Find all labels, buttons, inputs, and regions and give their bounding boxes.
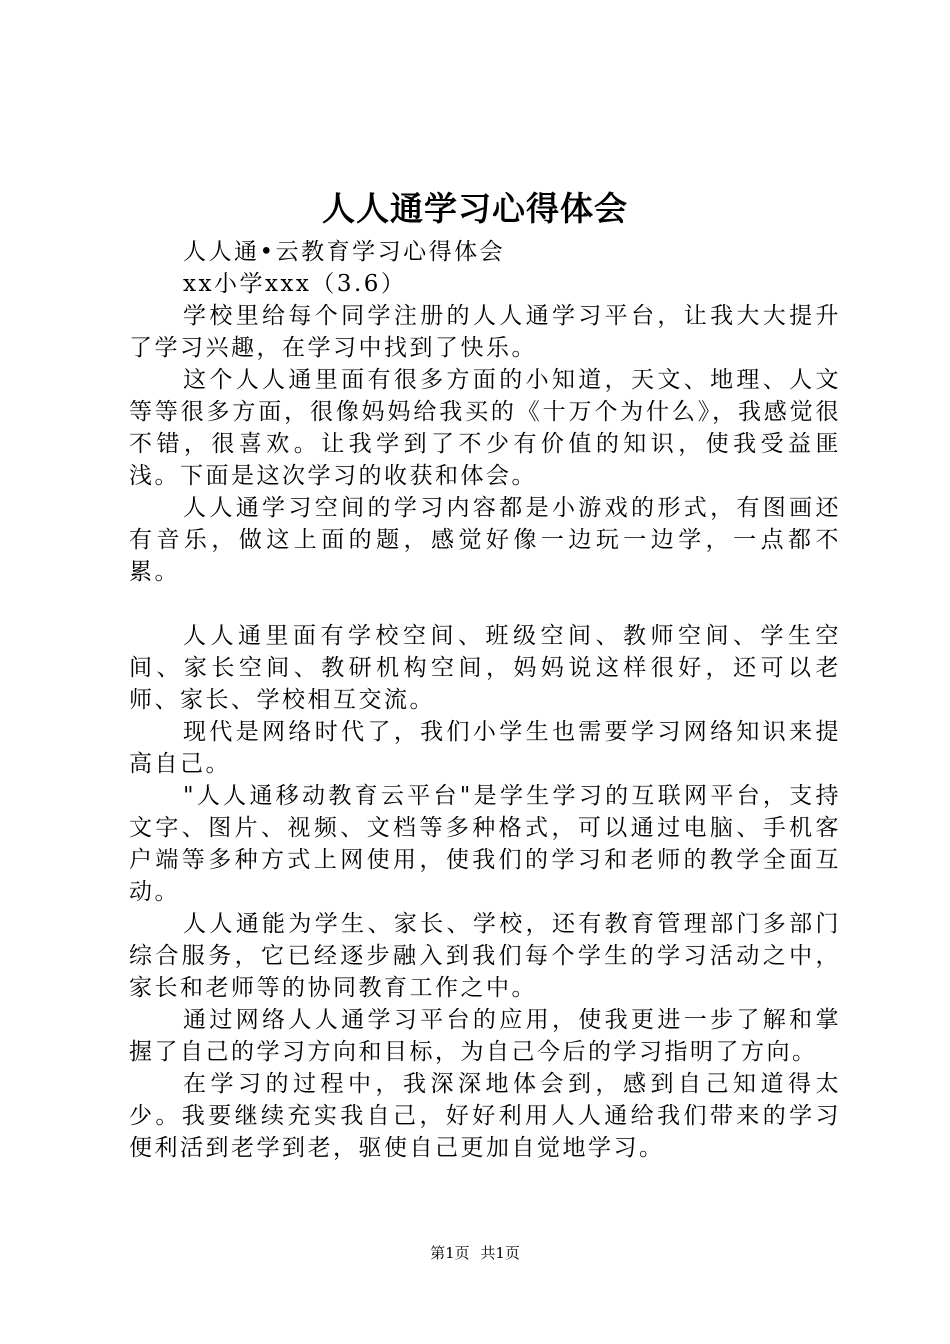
page-number: 第1页 <box>430 1244 470 1262</box>
paragraph-5: 现代是网络时代了，我们小学生也需要学习网络知识来提高自己。 <box>129 719 841 777</box>
paragraph-2: 这个人人通里面有很多方面的小知道，天文、地理、人文等等很多方面，很像妈妈给我买的《十万个为什么》，我感觉很不错，很喜欢。让我学到了不少有价值的知识，使我受益匪浅。下面是这次学习的收获和体会。 <box>129 367 841 489</box>
page-footer <box>0 1243 950 1263</box>
document-title: 人人通学习心得体会 <box>322 189 628 228</box>
page-total: 共1页 <box>480 1244 520 1262</box>
paragraph-3: 人人通学习空间的学习内容都是小游戏的形式，有图画还有音乐，做这上面的题，感觉好像一边玩一边学，一点都不累。 <box>129 495 841 585</box>
document-subtitle: 人人通•云教育学习心得体会 <box>183 239 506 265</box>
paragraph-9: 在学习的过程中，我深深地体会到，感到自己知道得太少。我要继续充实我自己，好好利用人人通给我们带来的学习便利活到老学到老，驱使自己更加自觉地学习。 <box>129 1071 841 1161</box>
paragraph-8: 通过网络人人通学习平台的应用，使我更进一步了解和掌握了自己的学习方向和目标，为自己今后的学习指明了方向。 <box>129 1007 841 1065</box>
document-body <box>129 236 841 1164</box>
paragraph-6: "人人通移动教育云平台"是学生学习的互联网平台，支持文字、图片、视频、文档等多种格式，可以通过电脑、手机客户端等多种方式上网使用，使我们的学习和老师的教学全面互动。 <box>129 783 841 905</box>
paragraph-1: 学校里给每个同学注册的人人通学习平台，让我大大提升了学习兴趣，在学习中找到了快乐。 <box>129 303 841 361</box>
paragraph-7: 人人通能为学生、家长、学校，还有教育管理部门多部门综合服务，它已经逐步融入到我们每个学生的学习活动之中，家长和老师等的协同教育工作之中。 <box>129 911 841 1001</box>
author-line: xx小学xxx（3.6） <box>183 271 407 297</box>
paragraph-4: 人人通里面有学校空间、班级空间、教师空间、学生空间、家长空间、教研机构空间，妈妈说这样很好，还可以老师、家长、学校相互交流。 <box>129 623 841 713</box>
